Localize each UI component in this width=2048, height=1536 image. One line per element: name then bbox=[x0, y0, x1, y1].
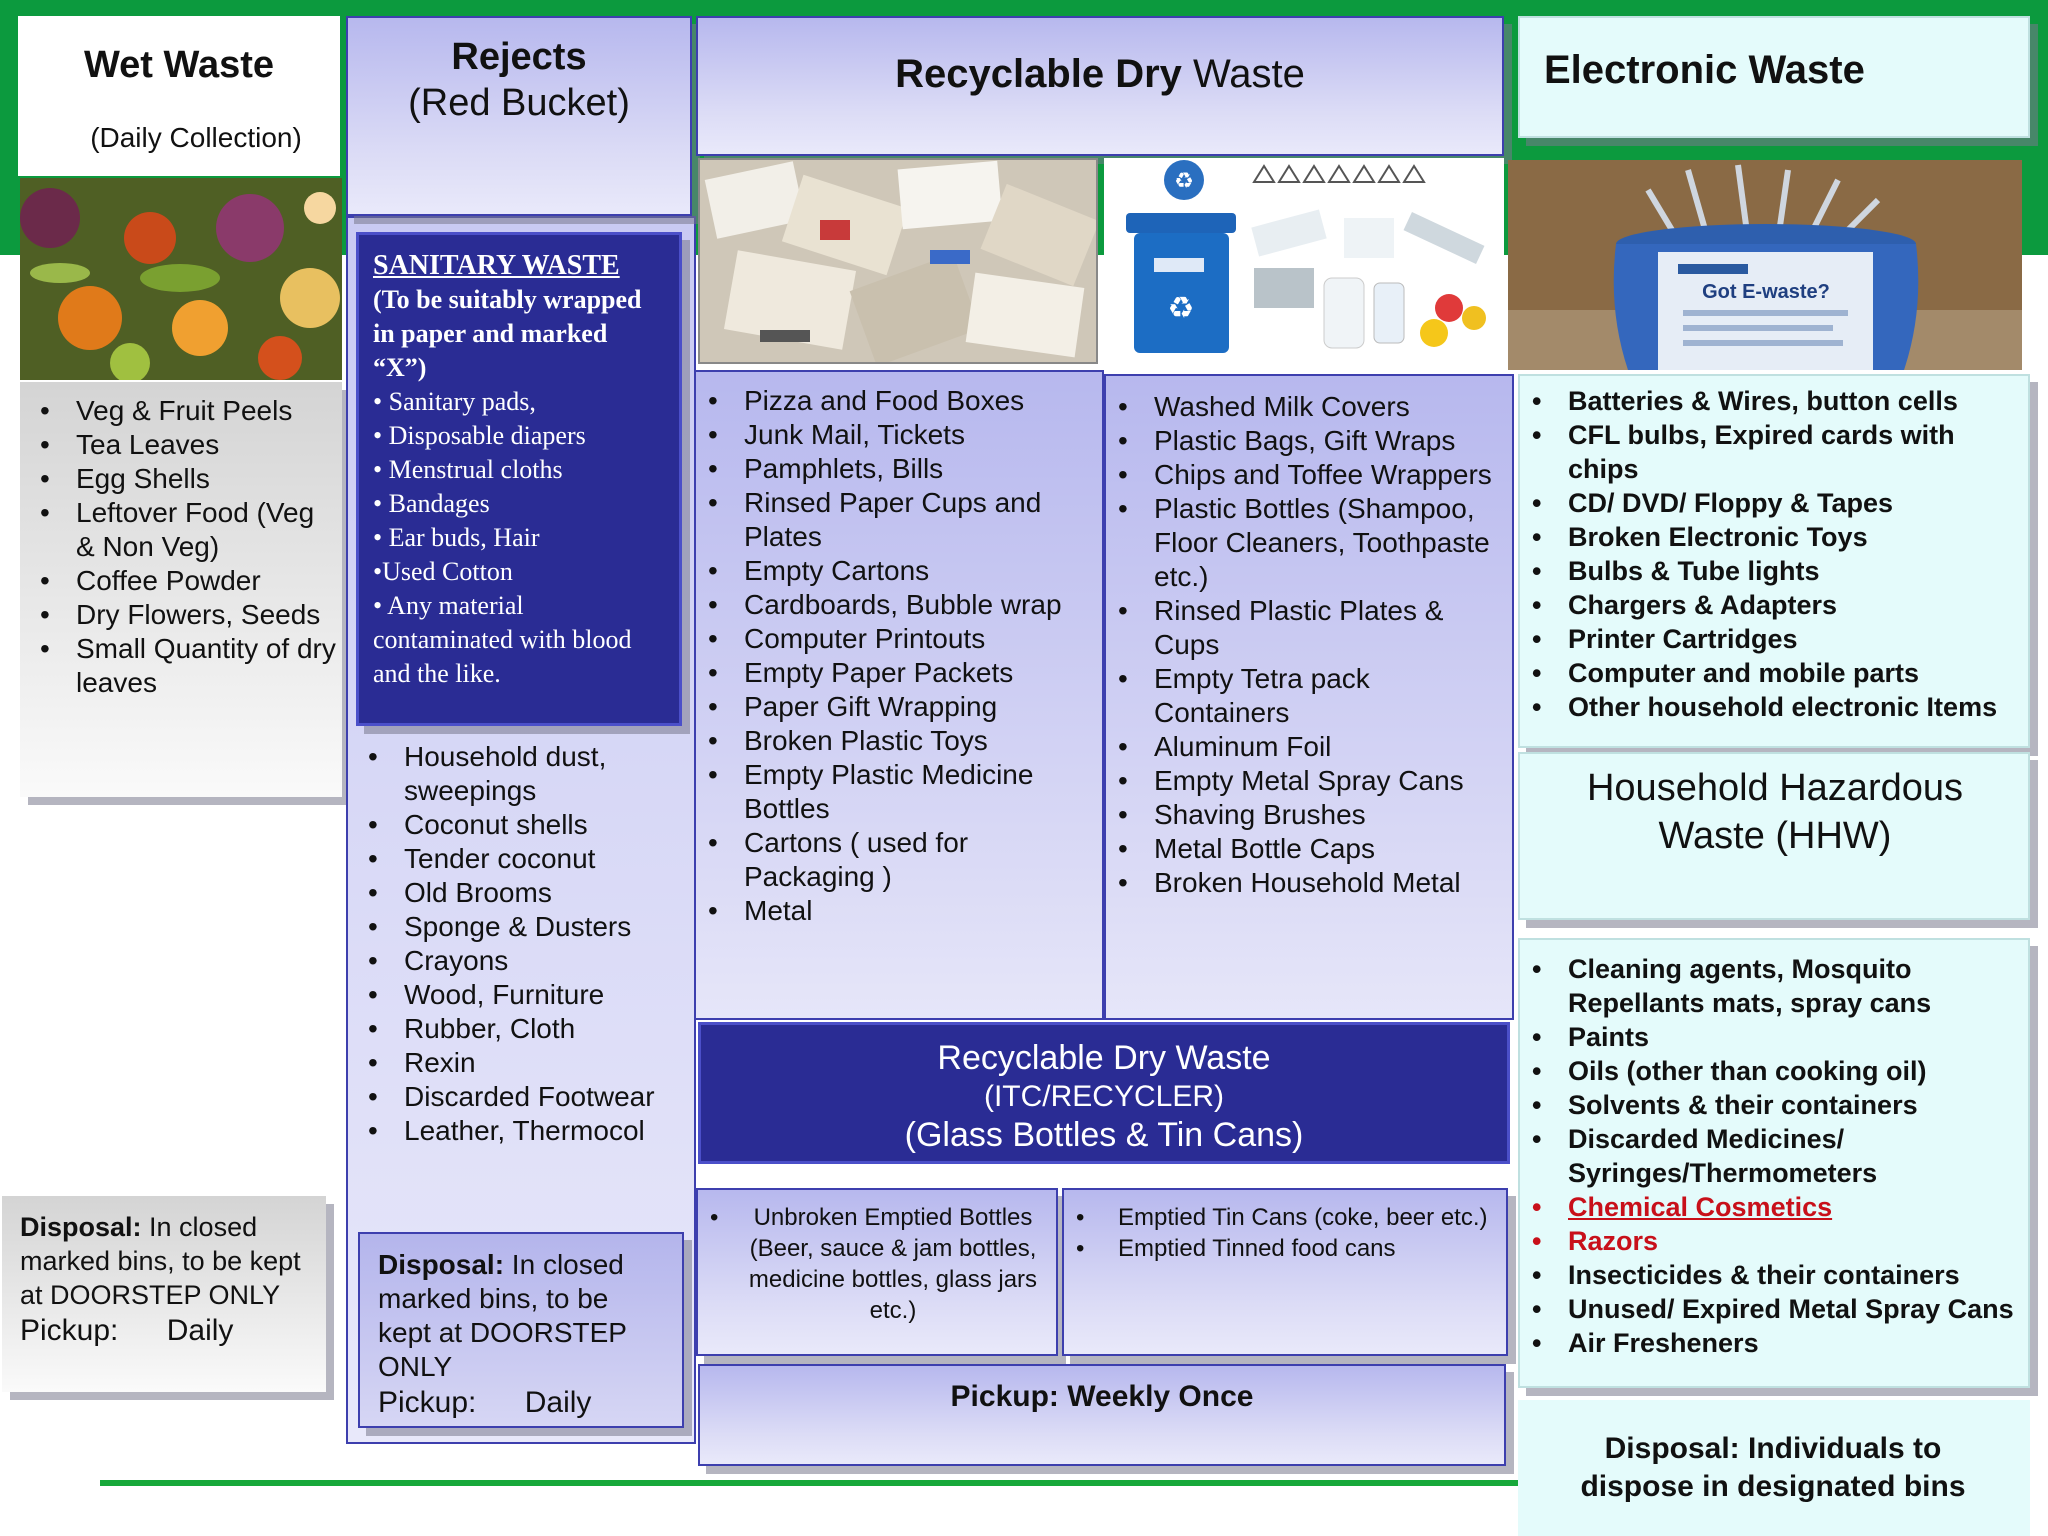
list-item: • Emptied Tin Cans (coke, beer etc.) bbox=[1064, 1202, 1506, 1233]
wet-waste-subtitle: (Daily Collection) bbox=[90, 122, 302, 153]
list-item: • Metal bbox=[696, 894, 1092, 928]
ewaste-drum-image bbox=[1508, 160, 2022, 370]
list-item: • Empty Plastic Medicine Bottles bbox=[696, 758, 1092, 826]
pickup-line bbox=[20, 1314, 308, 1348]
paper-waste-panel bbox=[694, 370, 1104, 1020]
wet-waste-header bbox=[18, 16, 340, 176]
svg-text:♻: ♻ bbox=[1167, 291, 1195, 326]
list-item: • Unused/ Expired Metal Spray Cans bbox=[1520, 1292, 2020, 1326]
pickup-value: Daily bbox=[166, 1314, 234, 1347]
list-item: • Batteries & Wires, button cells bbox=[1520, 384, 2020, 418]
pickup-label: Pickup: bbox=[378, 1386, 477, 1419]
list-item: • Leftover Food (Veg & Non Veg) bbox=[28, 496, 338, 564]
ewaste-header bbox=[1518, 16, 2030, 138]
green-footer-line bbox=[100, 1480, 1520, 1486]
sanitary-title: SANITARY WASTE bbox=[373, 250, 620, 281]
sanitary-item: •Used Cotton bbox=[373, 557, 513, 586]
list-item: • Plastic Bottles (Shampoo, Floor Cleaners, Toothpaste etc.) bbox=[1106, 492, 1502, 594]
list-item: • Sponge & Dusters bbox=[356, 910, 682, 944]
list-item: • Paper Gift Wrapping bbox=[696, 690, 1092, 724]
list-item: • Cartons ( used for Packaging ) bbox=[696, 826, 1092, 894]
dry-waste-header bbox=[696, 16, 1504, 156]
list-item: • Plastic Bags, Gift Wraps bbox=[1106, 424, 1502, 458]
list-item: • Washed Milk Covers bbox=[1106, 390, 1502, 424]
disposal-text: In closed marked bins, to be kept at DOORSTEP ONLY bbox=[378, 1249, 627, 1382]
ewaste-list bbox=[1520, 384, 2020, 724]
disposal-label: Disposal: bbox=[378, 1249, 505, 1280]
list-item: • Broken Plastic Toys bbox=[696, 724, 1092, 758]
hhw-list bbox=[1520, 952, 2020, 1360]
wet-waste-list bbox=[20, 394, 338, 700]
list-item: • Junk Mail, Tickets bbox=[696, 418, 1092, 452]
list-item: • Rubber, Cloth bbox=[356, 1012, 682, 1046]
wet-waste-title: Wet Waste bbox=[83, 44, 275, 86]
list-item: • Printer Cartridges bbox=[1520, 622, 2020, 656]
list-item: • Coconut shells bbox=[356, 808, 682, 842]
itc-recycler-banner bbox=[698, 1022, 1510, 1164]
list-item: • CFL bulbs, Expired cards with chips bbox=[1520, 418, 2020, 486]
list-item: • Household dust, sweepings bbox=[356, 740, 682, 808]
glass-bottles-list bbox=[698, 1202, 1056, 1326]
pickup-label: Pickup: bbox=[20, 1314, 119, 1347]
list-item: • Solvents & their containers bbox=[1520, 1088, 2020, 1122]
ewaste-items-panel bbox=[1518, 374, 2030, 748]
sanitary-item: • Bandages bbox=[373, 489, 490, 518]
list-item-highlight: • Chemical Cosmetics bbox=[1520, 1190, 2020, 1224]
list-item: • Rinsed Plastic Plates & Cups bbox=[1106, 594, 1502, 662]
hhw-disposal-box bbox=[1518, 1400, 2030, 1536]
drum-label: Got E-waste? bbox=[1702, 281, 1830, 303]
dry-waste-title bbox=[698, 52, 1502, 97]
rejects-list bbox=[356, 740, 682, 1148]
vegetable-peels-image bbox=[20, 178, 342, 380]
sanitary-note: (To be suitably wrapped in paper and marked “X”) bbox=[373, 285, 642, 382]
list-item: • Computer Printouts bbox=[696, 622, 1092, 656]
list-item: • Pizza and Food Boxes bbox=[696, 384, 1092, 418]
list-item: • Leather, Thermocol bbox=[356, 1114, 682, 1148]
wet-disposal-box bbox=[2, 1196, 326, 1392]
paper-waste-image bbox=[698, 158, 1098, 364]
rejects-header bbox=[346, 16, 692, 216]
list-item: • Cleaning agents, Mosquito Repellants mats, spray cans bbox=[1520, 952, 2020, 1020]
list-item: • Emptied Tinned food cans bbox=[1064, 1233, 1506, 1264]
list-item: • Oils (other than cooking oil) bbox=[1520, 1054, 2020, 1088]
list-item: • Insecticides & their containers bbox=[1520, 1258, 2020, 1292]
sanitary-item: • Menstrual cloths bbox=[373, 455, 563, 484]
dry-title-bold: Recyclable Dry bbox=[895, 52, 1182, 96]
list-item: • Tender coconut bbox=[356, 842, 682, 876]
list-item: • Computer and mobile parts bbox=[1520, 656, 2020, 690]
list-item: • Paints bbox=[1520, 1020, 2020, 1054]
dry-pickup-text: Pickup: Weekly Once bbox=[950, 1380, 1254, 1413]
rejects-disposal-box bbox=[358, 1232, 684, 1428]
list-item: • Metal Bottle Caps bbox=[1106, 832, 1502, 866]
list-item: • Unbroken Emptied Bottles (Beer, sauce & jam bottles, medicine bottles, glass jars etc.) bbox=[698, 1202, 1040, 1326]
list-item: • Empty Paper Packets bbox=[696, 656, 1092, 690]
ewaste-title: Electronic Waste bbox=[1544, 48, 1865, 92]
list-item: • Discarded Medicines/ Syringes/Thermometers bbox=[1520, 1122, 2020, 1190]
rejects-subtitle: (Red Bucket) bbox=[408, 82, 630, 124]
list-item-highlight: • Razors bbox=[1520, 1224, 2020, 1258]
dry-pickup-box bbox=[698, 1364, 1506, 1466]
list-item: • Veg & Fruit Peels bbox=[28, 394, 338, 428]
sanitary-item: • Any material contaminated with blood and the like. bbox=[373, 591, 632, 688]
disposal-label: Disposal: bbox=[20, 1212, 142, 1242]
list-item: • Cardboards, Bubble wrap bbox=[696, 588, 1092, 622]
hhw-items-panel bbox=[1518, 938, 2030, 1388]
list-item: • Chips and Toffee Wrappers bbox=[1106, 458, 1502, 492]
list-item: • Rinsed Paper Cups and Plates bbox=[696, 486, 1092, 554]
sanitary-item: • Ear buds, Hair bbox=[373, 523, 540, 552]
plastic-recycling-image bbox=[1104, 158, 1504, 364]
list-item: • Broken Household Metal bbox=[1106, 866, 1502, 900]
rejects-title: Rejects bbox=[451, 36, 587, 78]
wet-waste-items-panel bbox=[20, 382, 342, 797]
list-item: • Bulbs & Tube lights bbox=[1520, 554, 2020, 588]
list-item: • Air Fresheners bbox=[1520, 1326, 2020, 1360]
list-item: • Coffee Powder bbox=[28, 564, 338, 598]
hhw-header bbox=[1518, 752, 2030, 920]
sanitary-waste-box bbox=[356, 232, 682, 726]
list-item: • Egg Shells bbox=[28, 462, 338, 496]
itc-line-1: Recyclable Dry Waste bbox=[937, 1039, 1271, 1077]
itc-line-2: (ITC/RECYCLER) bbox=[983, 1080, 1224, 1113]
paper-waste-list bbox=[696, 384, 1092, 928]
list-item: • Pamphlets, Bills bbox=[696, 452, 1092, 486]
list-item: • Empty Cartons bbox=[696, 554, 1092, 588]
list-item: • Old Brooms bbox=[356, 876, 682, 910]
hhw-disposal-text: Disposal: Individuals to dispose in designated bins bbox=[1580, 1432, 1966, 1503]
glass-bottles-box bbox=[696, 1188, 1058, 1356]
itc-line-3: (Glass Bottles & Tin Cans) bbox=[904, 1116, 1304, 1154]
list-item: • Aluminum Foil bbox=[1106, 730, 1502, 764]
list-item: • Shaving Brushes bbox=[1106, 798, 1502, 832]
svg-text:♻: ♻ bbox=[1174, 169, 1194, 194]
plastic-waste-panel bbox=[1104, 374, 1514, 1020]
list-item: • Small Quantity of dry leaves bbox=[28, 632, 338, 700]
list-item: • Chargers & Adapters bbox=[1520, 588, 2020, 622]
list-item: • Discarded Footwear bbox=[356, 1080, 682, 1114]
list-item: • Dry Flowers, Seeds bbox=[28, 598, 338, 632]
tin-cans-box bbox=[1062, 1188, 1508, 1356]
pickup-value: Daily bbox=[524, 1386, 592, 1419]
list-item: • Tea Leaves bbox=[28, 428, 338, 462]
list-item: • Rexin bbox=[356, 1046, 682, 1080]
list-item: • Crayons bbox=[356, 944, 682, 978]
hhw-title: Household Hazardous Waste (HHW) bbox=[1586, 767, 1963, 857]
list-item: • Empty Tetra pack Containers bbox=[1106, 662, 1502, 730]
list-item: • Broken Electronic Toys bbox=[1520, 520, 2020, 554]
plastic-waste-list bbox=[1106, 390, 1502, 900]
dry-title-rest: Waste bbox=[1181, 52, 1305, 96]
list-item: • CD/ DVD/ Floppy & Tapes bbox=[1520, 486, 2020, 520]
list-item: • Wood, Furniture bbox=[356, 978, 682, 1012]
tin-cans-list bbox=[1064, 1202, 1506, 1264]
disposal-text: In closed marked bins, to be kept at DOORSTEP ONLY bbox=[20, 1212, 301, 1310]
pickup-line bbox=[378, 1386, 664, 1420]
sanitary-item: • Sanitary pads, bbox=[373, 387, 536, 416]
list-item: • Other household electronic Items bbox=[1520, 690, 2020, 724]
list-item: • Empty Metal Spray Cans bbox=[1106, 764, 1502, 798]
sanitary-item: • Disposable diapers bbox=[373, 421, 586, 450]
